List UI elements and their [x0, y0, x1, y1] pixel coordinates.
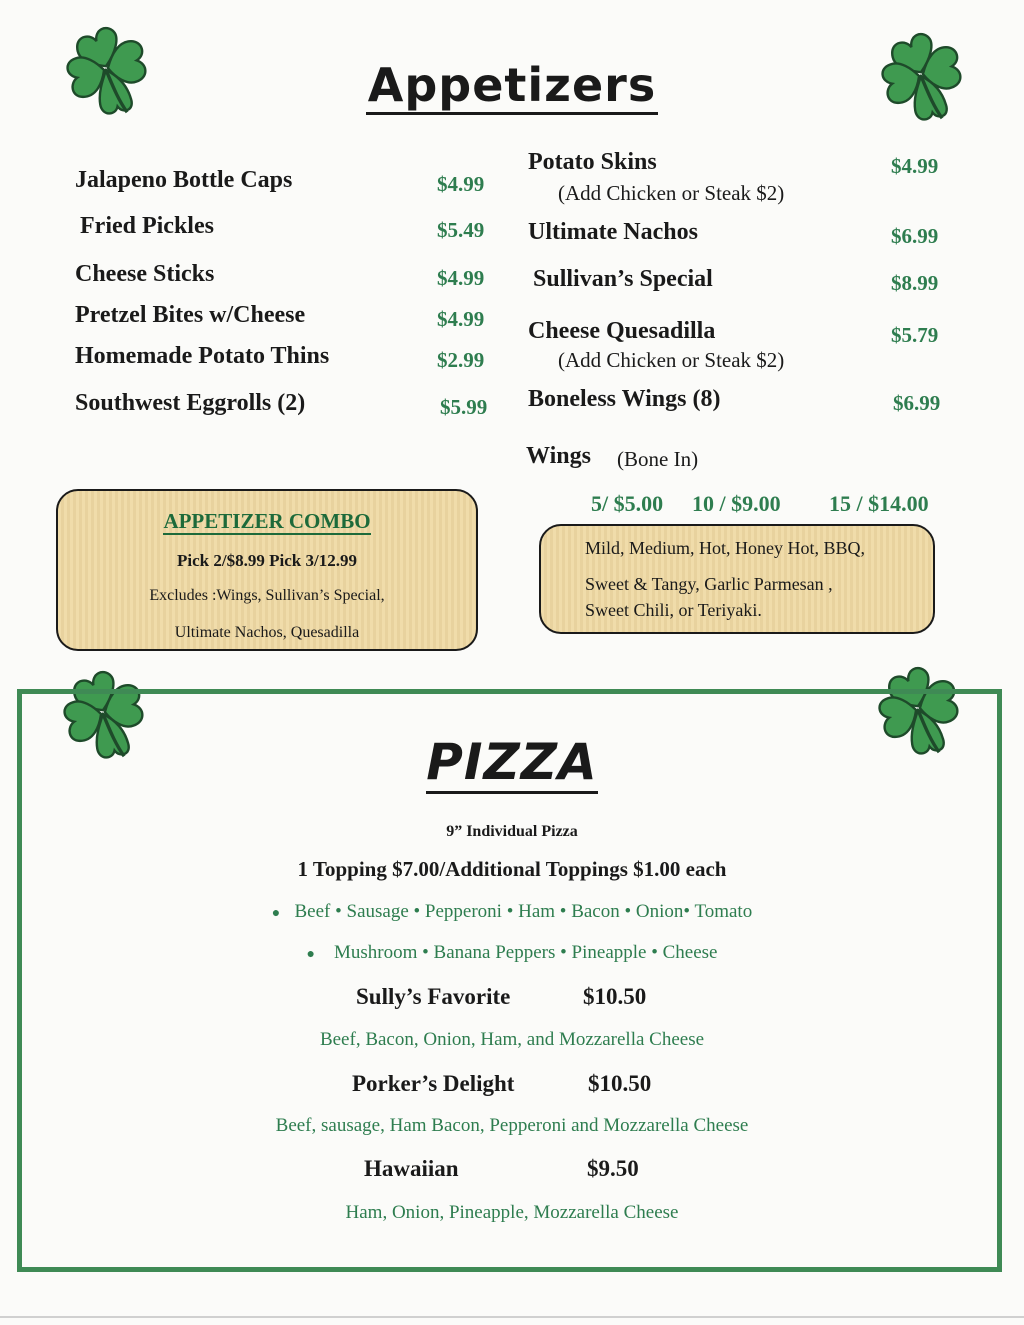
bullet-icon: ●: [271, 906, 281, 921]
menu-item-price: $4.99: [437, 307, 485, 331]
combo-excludes: Excludes :Wings, Sullivan’s Special,: [149, 587, 385, 604]
menu-item-price: $4.99: [891, 154, 939, 178]
wing-sauce-line: Mild, Medium, Hot, Honey Hot, BBQ,: [585, 538, 866, 558]
wings-price: 10 / $9.00: [692, 491, 781, 516]
menu-item-name: Southwest Eggrolls (2): [75, 390, 306, 416]
combo-pricing: Pick 2/$8.99 Pick 3/12.99: [177, 551, 357, 570]
menu-item-note: (Add Chicken or Steak $2): [558, 348, 785, 372]
divider: [0, 1316, 1024, 1318]
wings-price: 5/ $5.00: [591, 491, 664, 516]
toppings-list: [0, 901, 1024, 923]
specialty-pizza-desc: Ham, Onion, Pineapple, Mozzarella Cheese: [345, 1202, 679, 1223]
menu-item-price: $6.99: [891, 224, 939, 248]
wings-price: 15 / $14.00: [829, 491, 929, 516]
specialty-pizza-name: Hawaiian: [364, 1156, 459, 1181]
menu-item-name: Sullivan’s Special: [533, 266, 713, 292]
pizza-title: PIZZA: [0, 733, 1024, 791]
appetizer-combo-box: [56, 489, 478, 651]
wing-sauce-line: Sweet & Tangy, Garlic Parmesan ,: [585, 574, 833, 594]
bullet-icon: ●: [306, 947, 315, 962]
menu-item-price: $4.99: [437, 172, 485, 196]
wings-note: (Bone In): [617, 447, 699, 471]
menu-item-name: Boneless Wings (8): [528, 386, 721, 412]
menu-item-price: $4.99: [437, 266, 485, 290]
menu-item-note: (Add Chicken or Steak $2): [558, 181, 785, 205]
menu-item-price: $2.99: [437, 348, 485, 372]
menu-item-name: Pretzel Bites w/Cheese: [75, 302, 306, 328]
menu-item-price: $6.99: [893, 391, 941, 415]
pizza-pricing: 1 Topping $7.00/Additional Toppings $1.00 each: [297, 857, 727, 881]
menu-item-name: Homemade Potato Thins: [75, 343, 330, 369]
menu-item-price: $5.49: [437, 218, 485, 242]
toppings-line: Mushroom • Banana Peppers • Pineapple • Cheese: [333, 942, 718, 963]
menu-item-price: $5.99: [440, 395, 488, 419]
specialty-pizza-name: Sully’s Favorite: [356, 984, 511, 1009]
appetizers-title: Appetizers: [0, 58, 1024, 112]
menu-item-name: Potato Skins: [528, 149, 657, 175]
specialty-pizza-name: Porker’s Delight: [352, 1071, 515, 1096]
specialty-pizza-price: $9.50: [587, 1156, 639, 1181]
specialty-pizza-desc: Beef, sausage, Ham Bacon, Pepperoni and Mozzarella Cheese: [275, 1115, 749, 1136]
pizza-size: 9” Individual Pizza: [446, 823, 578, 840]
menu-item-name: Ultimate Nachos: [528, 219, 698, 245]
wings-name: Wings: [526, 443, 591, 469]
menu-item-name: Cheese Quesadilla: [528, 318, 716, 344]
wing-sauce-box: [539, 524, 935, 634]
wing-sauce-line: Sweet Chili, or Teriyaki.: [585, 600, 762, 620]
menu-item-name: Cheese Sticks: [75, 261, 215, 287]
menu-item-name: Jalapeno Bottle Caps: [75, 167, 293, 193]
combo-title: APPETIZER COMBO: [163, 509, 371, 533]
specialty-pizza-price: $10.50: [583, 984, 647, 1009]
combo-excludes: Ultimate Nachos, Quesadilla: [174, 624, 360, 641]
menu-item-name: Fried Pickles: [80, 213, 214, 239]
menu-item-price: $5.79: [891, 323, 939, 347]
toppings-line: Beef • Sausage • Pepperoni • Ham • Bacon • Onion• Tomato: [294, 901, 753, 922]
menu-item-price: $8.99: [891, 271, 939, 295]
specialty-pizza-desc: Beef, Bacon, Onion, Ham, and Mozzarella Cheese: [319, 1029, 705, 1050]
specialty-pizza-price: $10.50: [588, 1071, 652, 1096]
toppings-list: [0, 942, 1024, 964]
